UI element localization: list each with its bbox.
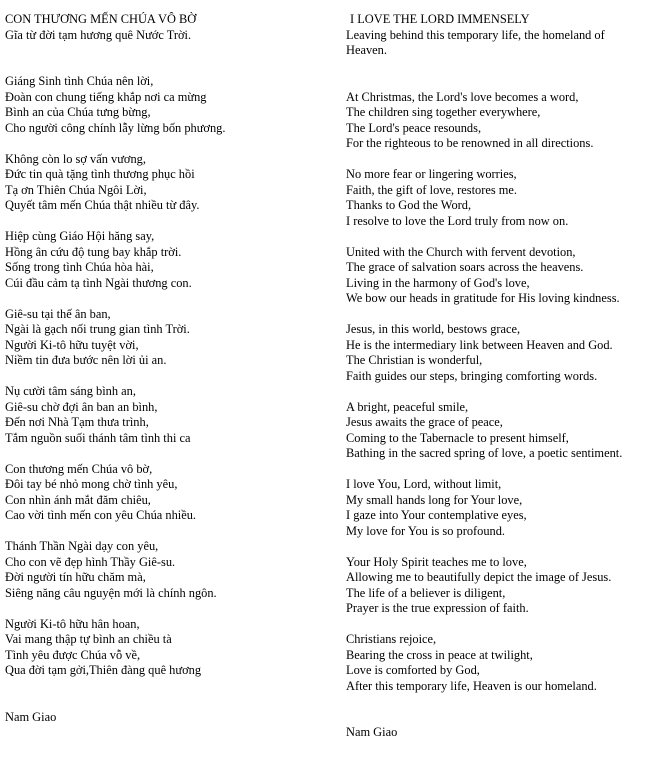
verse-line: Bearing the cross in peace at twilight, <box>346 647 533 662</box>
verse-line: Jesus, in this world, bestows grace, <box>346 322 521 336</box>
verse-line: Sống trong tình Chúa hòa hài, <box>5 260 154 274</box>
verse-line: Ngài là gạch nối trung gian tình Trời. <box>5 322 190 336</box>
stanza <box>346 400 648 462</box>
vietnamese-column <box>5 12 335 725</box>
verse-line: Đôi tay bé nhỏ mong chờ tình yêu, <box>5 477 178 491</box>
verse-line: Thánh Thần Ngài dạy con yêu, <box>5 539 159 553</box>
verse-line: I love You, Lord, without limit, <box>346 477 502 491</box>
stanza <box>5 617 335 679</box>
poem-title-english: I LOVE THE LORD IMMENSELY <box>350 12 530 26</box>
verse-line: Living in the harmony of God's love, <box>346 275 530 290</box>
stanza <box>346 555 648 617</box>
verse-line: Cúi đầu cảm tạ tình Ngài thương con. <box>5 275 192 290</box>
verse-line: Vai mang thập tự bình an chiều tà <box>5 632 172 646</box>
verse-line: Coming to the Tabernacle to present himself, <box>346 430 569 445</box>
verse-line: Prayer is the true expression of faith. <box>346 601 529 615</box>
stanza <box>346 322 648 384</box>
verse-line: For the righteous to be renowned in all directions. <box>346 136 594 150</box>
stanza <box>5 74 335 136</box>
verse-line: Giáng Sinh tình Chúa nên lời, <box>5 74 154 88</box>
stanza <box>5 152 335 214</box>
verse-line: Tạ ơn Thiên Chúa Ngôi Lời, <box>5 182 147 197</box>
verse-line: The Lord's peace resounds, <box>346 120 482 135</box>
verse-line: Your Holy Spirit teaches me to love, <box>346 554 527 569</box>
verse-line: Christians rejoice, <box>346 632 437 646</box>
stanza <box>5 384 335 446</box>
stanza <box>346 90 648 152</box>
verse-line: Cho người công chính lẫy lừng bốn phương. <box>5 120 226 135</box>
verse-line: The life of a believer is diligent, <box>346 585 506 600</box>
poem-subtitle-vietnamese: Gĩa từ đời tạm hương quê Nước Trời. <box>5 27 192 42</box>
english-column <box>346 12 648 741</box>
verse-line: Người Ki-tô hữu tuyệt vời, <box>5 337 139 352</box>
verse-line: Hồng ân cứu độ tung bay khắp trời. <box>5 244 182 259</box>
verse-line: Qua đời tạm gởi,Thiên đàng quê hương <box>5 663 202 677</box>
verse-line: Quyết tâm mến Chúa thật nhiều từ đây. <box>5 198 200 212</box>
verse-line: A bright, peaceful smile, <box>346 399 469 414</box>
stanza <box>5 307 335 369</box>
stanza-list-english <box>346 90 648 695</box>
verse-line: Đoàn con chung tiếng khắp nơi ca mừng <box>5 89 207 104</box>
verse-line: Cho con vẽ đẹp hình Thầy Giê-su. <box>5 554 176 569</box>
verse-line: Đức tin quà tặng tình thương phục hồi <box>5 167 195 181</box>
verse-line: The Christian is wonderful, <box>346 353 483 367</box>
stanza <box>346 632 648 694</box>
verse-line: Giê-su tại thế ân ban, <box>5 306 111 321</box>
verse-line: Allowing me to beautifully depict the image of Jesus. <box>346 570 612 584</box>
poem-subtitle-english: Leaving behind this temporary life, the homeland of Heaven. <box>346 27 605 57</box>
verse-line: My love for You is so profound. <box>346 523 506 538</box>
verse-line: The grace of salvation soars across the heavens. <box>346 260 584 274</box>
verse-line: Con thương mến Chúa vô bờ, <box>5 461 153 476</box>
verse-line: Người Ki-tô hữu hân hoan, <box>5 616 140 631</box>
verse-line: The children sing together everywhere, <box>346 105 541 119</box>
verse-line: Hiệp cùng Giáo Hội hăng say, <box>5 229 155 243</box>
verse-line: Cao vời tình mến con yêu Chúa nhiều. <box>5 508 197 522</box>
verse-line: Bình an của Chúa tưng bừng, <box>5 105 151 119</box>
verse-line: Faith guides our steps, bringing comforting words. <box>346 368 598 383</box>
verse-line: Con nhìn ánh mắt đăm chiêu, <box>5 492 151 507</box>
stanza-list-vietnamese <box>5 74 335 679</box>
poem-title-vietnamese: CON THƯƠNG MẾN CHÚA VÔ BỜ <box>5 12 197 26</box>
stanza <box>5 229 335 291</box>
author-signature-vietnamese: Nam Giao <box>5 709 57 724</box>
stanza <box>5 462 335 524</box>
stanza <box>346 477 648 539</box>
verse-line: My small hands long for Your love, <box>346 492 523 507</box>
stanza <box>5 539 335 601</box>
verse-line: Niềm tin đưa bước nên lời ủi an. <box>5 353 167 367</box>
stanza <box>346 167 648 229</box>
verse-line: Faith, the gift of love, restores me. <box>346 182 518 197</box>
verse-line: Không còn lo sợ vấn vương, <box>5 151 146 166</box>
verse-line: After this temporary life, Heaven is our homeland. <box>346 678 597 693</box>
verse-line: Tình yêu được Chúa vỗ về, <box>5 647 141 662</box>
stanza <box>346 245 648 307</box>
verse-line: Đến nơi Nhà Tạm thưa trình, <box>5 415 149 429</box>
verse-line: I gaze into Your contemplative eyes, <box>346 508 527 522</box>
verse-line: Nụ cười tâm sáng bình an, <box>5 384 136 398</box>
verse-line: At Christmas, the Lord's love becomes a word, <box>346 89 579 104</box>
verse-line: Love is comforted by God, <box>346 663 480 677</box>
verse-line: I resolve to love the Lord truly from now on. <box>346 213 569 228</box>
verse-line: No more fear or lingering worries, <box>346 167 517 181</box>
verse-line: Siêng năng câu nguyện mới là chính ngôn. <box>5 585 217 600</box>
verse-line: Bathing in the sacred spring of love, a poetic sentiment. <box>346 446 623 460</box>
verse-line: He is the intermediary link between Heaven and God. <box>346 337 613 352</box>
verse-line: Jesus awaits the grace of peace, <box>346 415 503 429</box>
verse-line: We bow our heads in gratitude for His loving kindness. <box>346 291 620 305</box>
verse-line: Tắm nguồn suối thánh tâm tình thi ca <box>5 430 191 445</box>
verse-line: Giê-su chờ đợi ân ban an bình, <box>5 399 158 414</box>
verse-line: United with the Church with fervent devotion, <box>346 244 576 259</box>
author-signature-english: Nam Giao <box>346 725 398 739</box>
verse-line: Thanks to God the Word, <box>346 198 472 212</box>
verse-line: Đời người tín hữu chăm mà, <box>5 570 146 584</box>
